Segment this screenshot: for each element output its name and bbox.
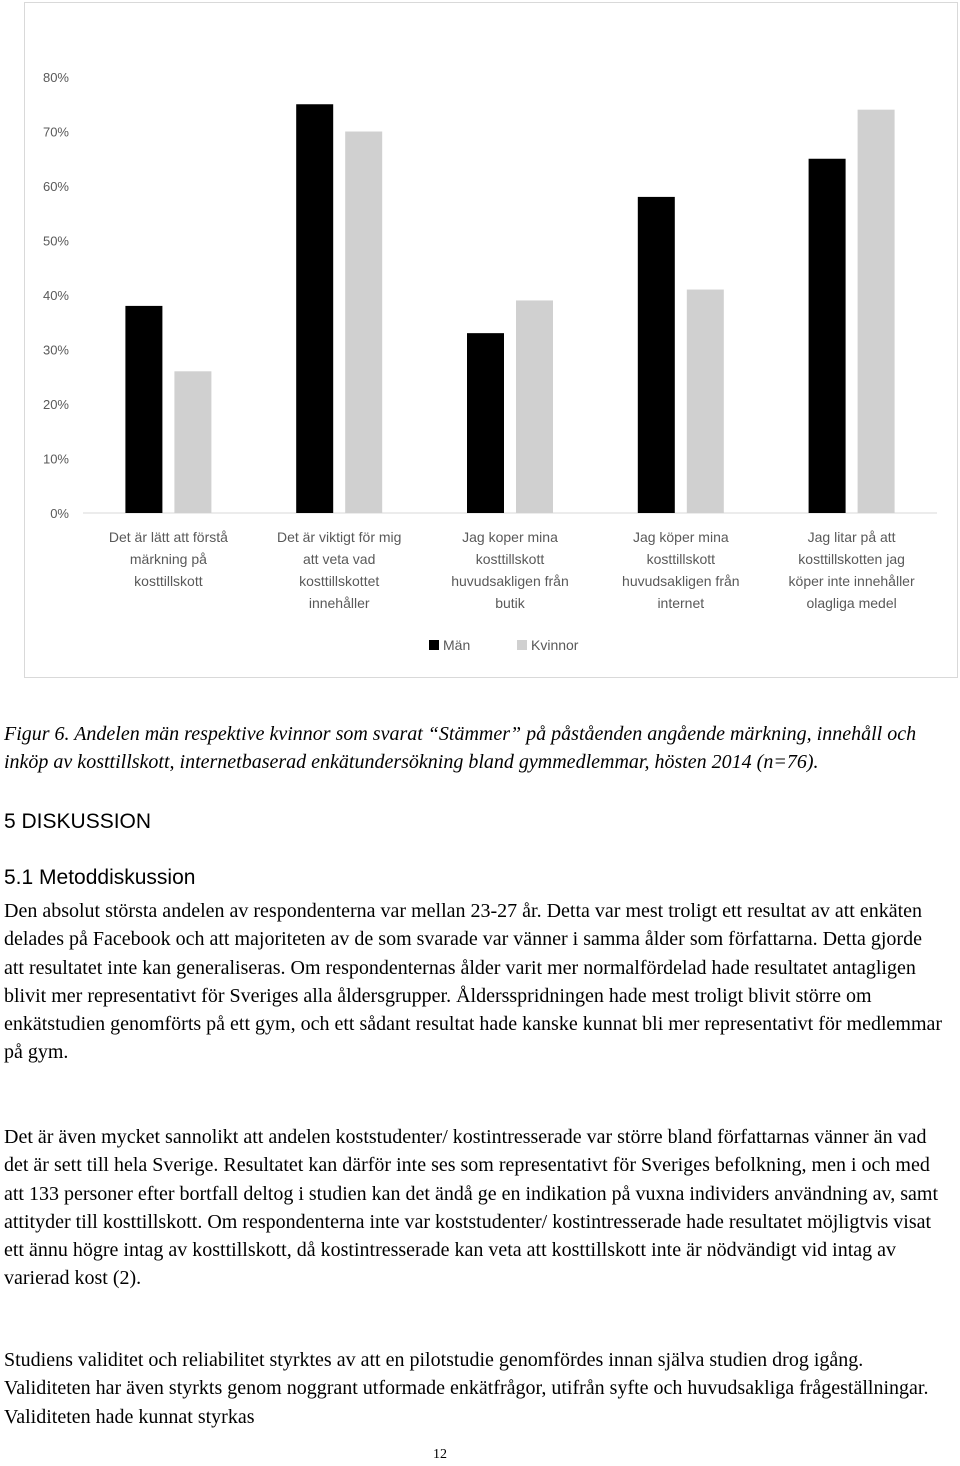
y-tick-label: 80% bbox=[42, 70, 69, 85]
figure-caption: Figur 6. Andelen män respektive kvinnor som svarat “Stämmer” på påståenden angående märkning, innehåll och inköp av kosttillskott, internetbaserad enkätundersökning bland gymmedlemmar, hösten 2014 (n=76). bbox=[4, 723, 917, 773]
legend-swatch-kvinna bbox=[517, 640, 527, 650]
y-tick-label: 10% bbox=[42, 451, 69, 467]
paragraph-1: Den absolut största andelen av respondenterna var mellan 23-27 år. Detta var mest troligt ett resultat av att enkäten delades på Facebook och att majoriteten av de som svarade var vänner i samma ålder som författarna. Detta gjorde att resultatet inte kan generaliseras. Om respondenternas ålder varit mer normalfördelad hade resultatet antagligen blivit mer representativt för Sveriges alla åldersgrupper. Åldersspridningen hade mest troligt blivit större om enkätstudien genomförts på ett gym, och ett sådant resultat hade kanske kunnat bli mer representativt för medlemmar på gym. bbox=[4, 900, 943, 1064]
bar-kvinna-4 bbox=[687, 290, 724, 513]
x-category-label: Jag koper mina kosttillskott huvudsakligen från butik bbox=[451, 529, 569, 611]
y-tick-label: 70% bbox=[42, 124, 69, 140]
x-category-label: Jag köper mina kosttillskott huvudsakligen från internet bbox=[622, 529, 740, 611]
bar-kvinna-2 bbox=[345, 132, 382, 514]
bar-kvinna-1 bbox=[174, 371, 211, 513]
y-tick-label: 30% bbox=[42, 342, 69, 358]
bar-chart bbox=[24, 2, 958, 678]
paragraph-3: Studiens validitet och reliabilitet styrktes av att en pilotstudie genomfördes innan själva studien drog igång. Validiteten har även styrkts genom noggrant utformade enkätfrågor, utifrån syfte och huvudsakliga frågeställningar. Validiteten hade kunnat styrkas bbox=[4, 1349, 929, 1428]
bar-kvinna-5 bbox=[858, 110, 895, 513]
legend-swatch-man bbox=[429, 640, 439, 650]
legend-label-man: Män bbox=[443, 637, 471, 653]
bar-man-2 bbox=[296, 104, 333, 513]
x-category-label: Det är lätt att förstå märkning på kosttillskott bbox=[108, 529, 228, 589]
y-tick-label: 50% bbox=[42, 233, 69, 249]
y-tick-label: 40% bbox=[42, 288, 69, 303]
y-tick-label: 60% bbox=[42, 179, 69, 194]
x-category-label: Jag litar på att kosttillskotten jag köper inte innehåller olagliga medel bbox=[788, 529, 915, 611]
section-heading: 5 DISKUSSION bbox=[4, 810, 152, 833]
subsection-heading: 5.1 Metoddiskussion bbox=[4, 866, 196, 889]
bar-man-1 bbox=[125, 306, 162, 513]
bar-man-4 bbox=[638, 197, 675, 513]
legend-label-kvinna: Kvinnor bbox=[531, 637, 579, 653]
page-number: 12 bbox=[433, 1447, 447, 1462]
x-category-label: Det är viktigt för mig att veta vad kosttillskottet innehåller bbox=[276, 529, 402, 611]
bar-man-5 bbox=[809, 159, 846, 513]
y-tick-label: 20% bbox=[42, 397, 69, 412]
bar-chart-svg bbox=[25, 3, 959, 679]
y-tick-label: 0% bbox=[50, 506, 69, 521]
bar-kvinna-3 bbox=[516, 300, 553, 513]
paragraph-2: Det är även mycket sannolikt att andelen koststudenter/ kostintresserade var större bland författarnas vänner än vad det är sett till hela Sverige. Resultatet kan därför inte ses som representativt för Sveriges befolkning, men i och med att 133 personer efter bortfall deltog i studien kan det ändå ge en indikation på vuxna individers användning av, samt attityder till kosttillskott. Om respondenterna inte var koststudenter/ kostintresserade hade resultatet möjligtvis visat ett ännu högre intag av kosttillskott, då kostintresserade kan veta att kosttillskott inte är nödvändigt vid intag av varierad kost (2). bbox=[4, 1126, 938, 1290]
bar-man-3 bbox=[467, 333, 504, 513]
